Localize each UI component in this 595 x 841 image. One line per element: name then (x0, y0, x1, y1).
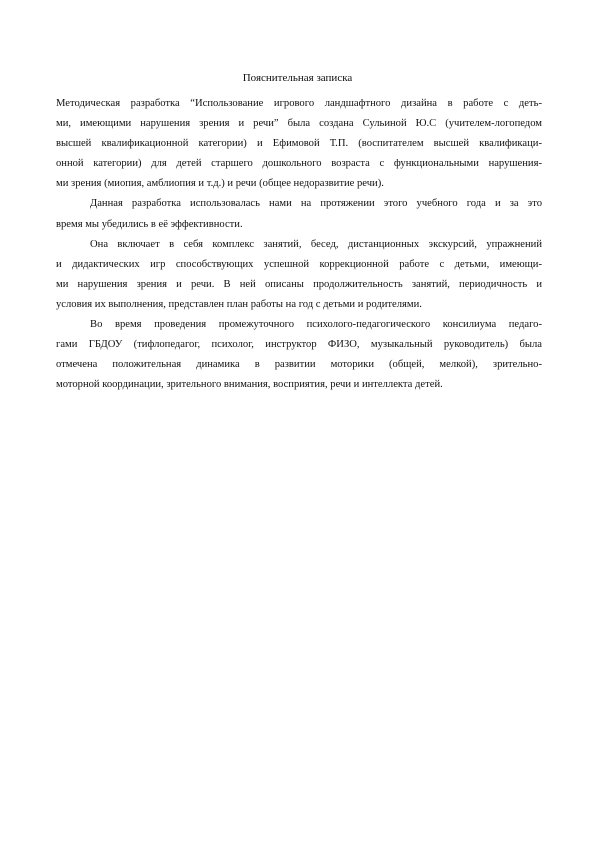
text-line: условия их выполнения, представлен план работы на год с детьми и родителями. (56, 298, 422, 310)
text-line: ми, имеющими нарушения зрения и речи” была создана Сульиной Ю.С (учителем-логопедом (56, 118, 542, 130)
text-line: Методическая разработка “Использование игрового ландшафтного дизайна в работе с деть- (56, 98, 542, 109)
text-line: время мы убедились в её эффективности. (56, 218, 243, 230)
text-line: гами ГБДОУ (тифлопедагог, психолог, инструктор ФИЗО, музыкальный руководитель) была (56, 339, 542, 351)
document-title: Пояснительная записка (242, 72, 353, 84)
text-line: высшей квалификационной категории) и Ефимовой Т.П. (воспитателем высшей квалификаци- (56, 138, 542, 150)
text-line: и дидактических игр способствующих успешной коррекционной работе с детьми, имеющи- (56, 258, 542, 270)
text-line: онной категории) для детей старшего дошкольного возраста с функциональными нарушения- (56, 158, 542, 170)
text-line: Во время проведения промежуточного психолого-педагогического консилиума педаго- (90, 319, 542, 331)
document-body (56, 94, 542, 395)
text-line: Она включает в себя комплекс занятий, бесед, дистанционных экскурсий, упражнений (90, 238, 542, 250)
text-line: ми зрения (миопия, амблиопия и т.д.) и речи (общее недоразвитие речи). (56, 178, 384, 190)
text-line: ми нарушения зрения и речи. В ней описаны продолжительность занятий, периодичность и (56, 278, 542, 290)
text-line: отмечена положительная динамика в развитии моторики (общей, мелкой), зрительно- (56, 359, 542, 371)
text-line: моторной координации, зрительного внимания, восприятия, речи и интеллекта детей. (56, 379, 443, 391)
text-line: Данная разработка использовалась нами на протяжении этого учебного года и за это (90, 198, 542, 210)
